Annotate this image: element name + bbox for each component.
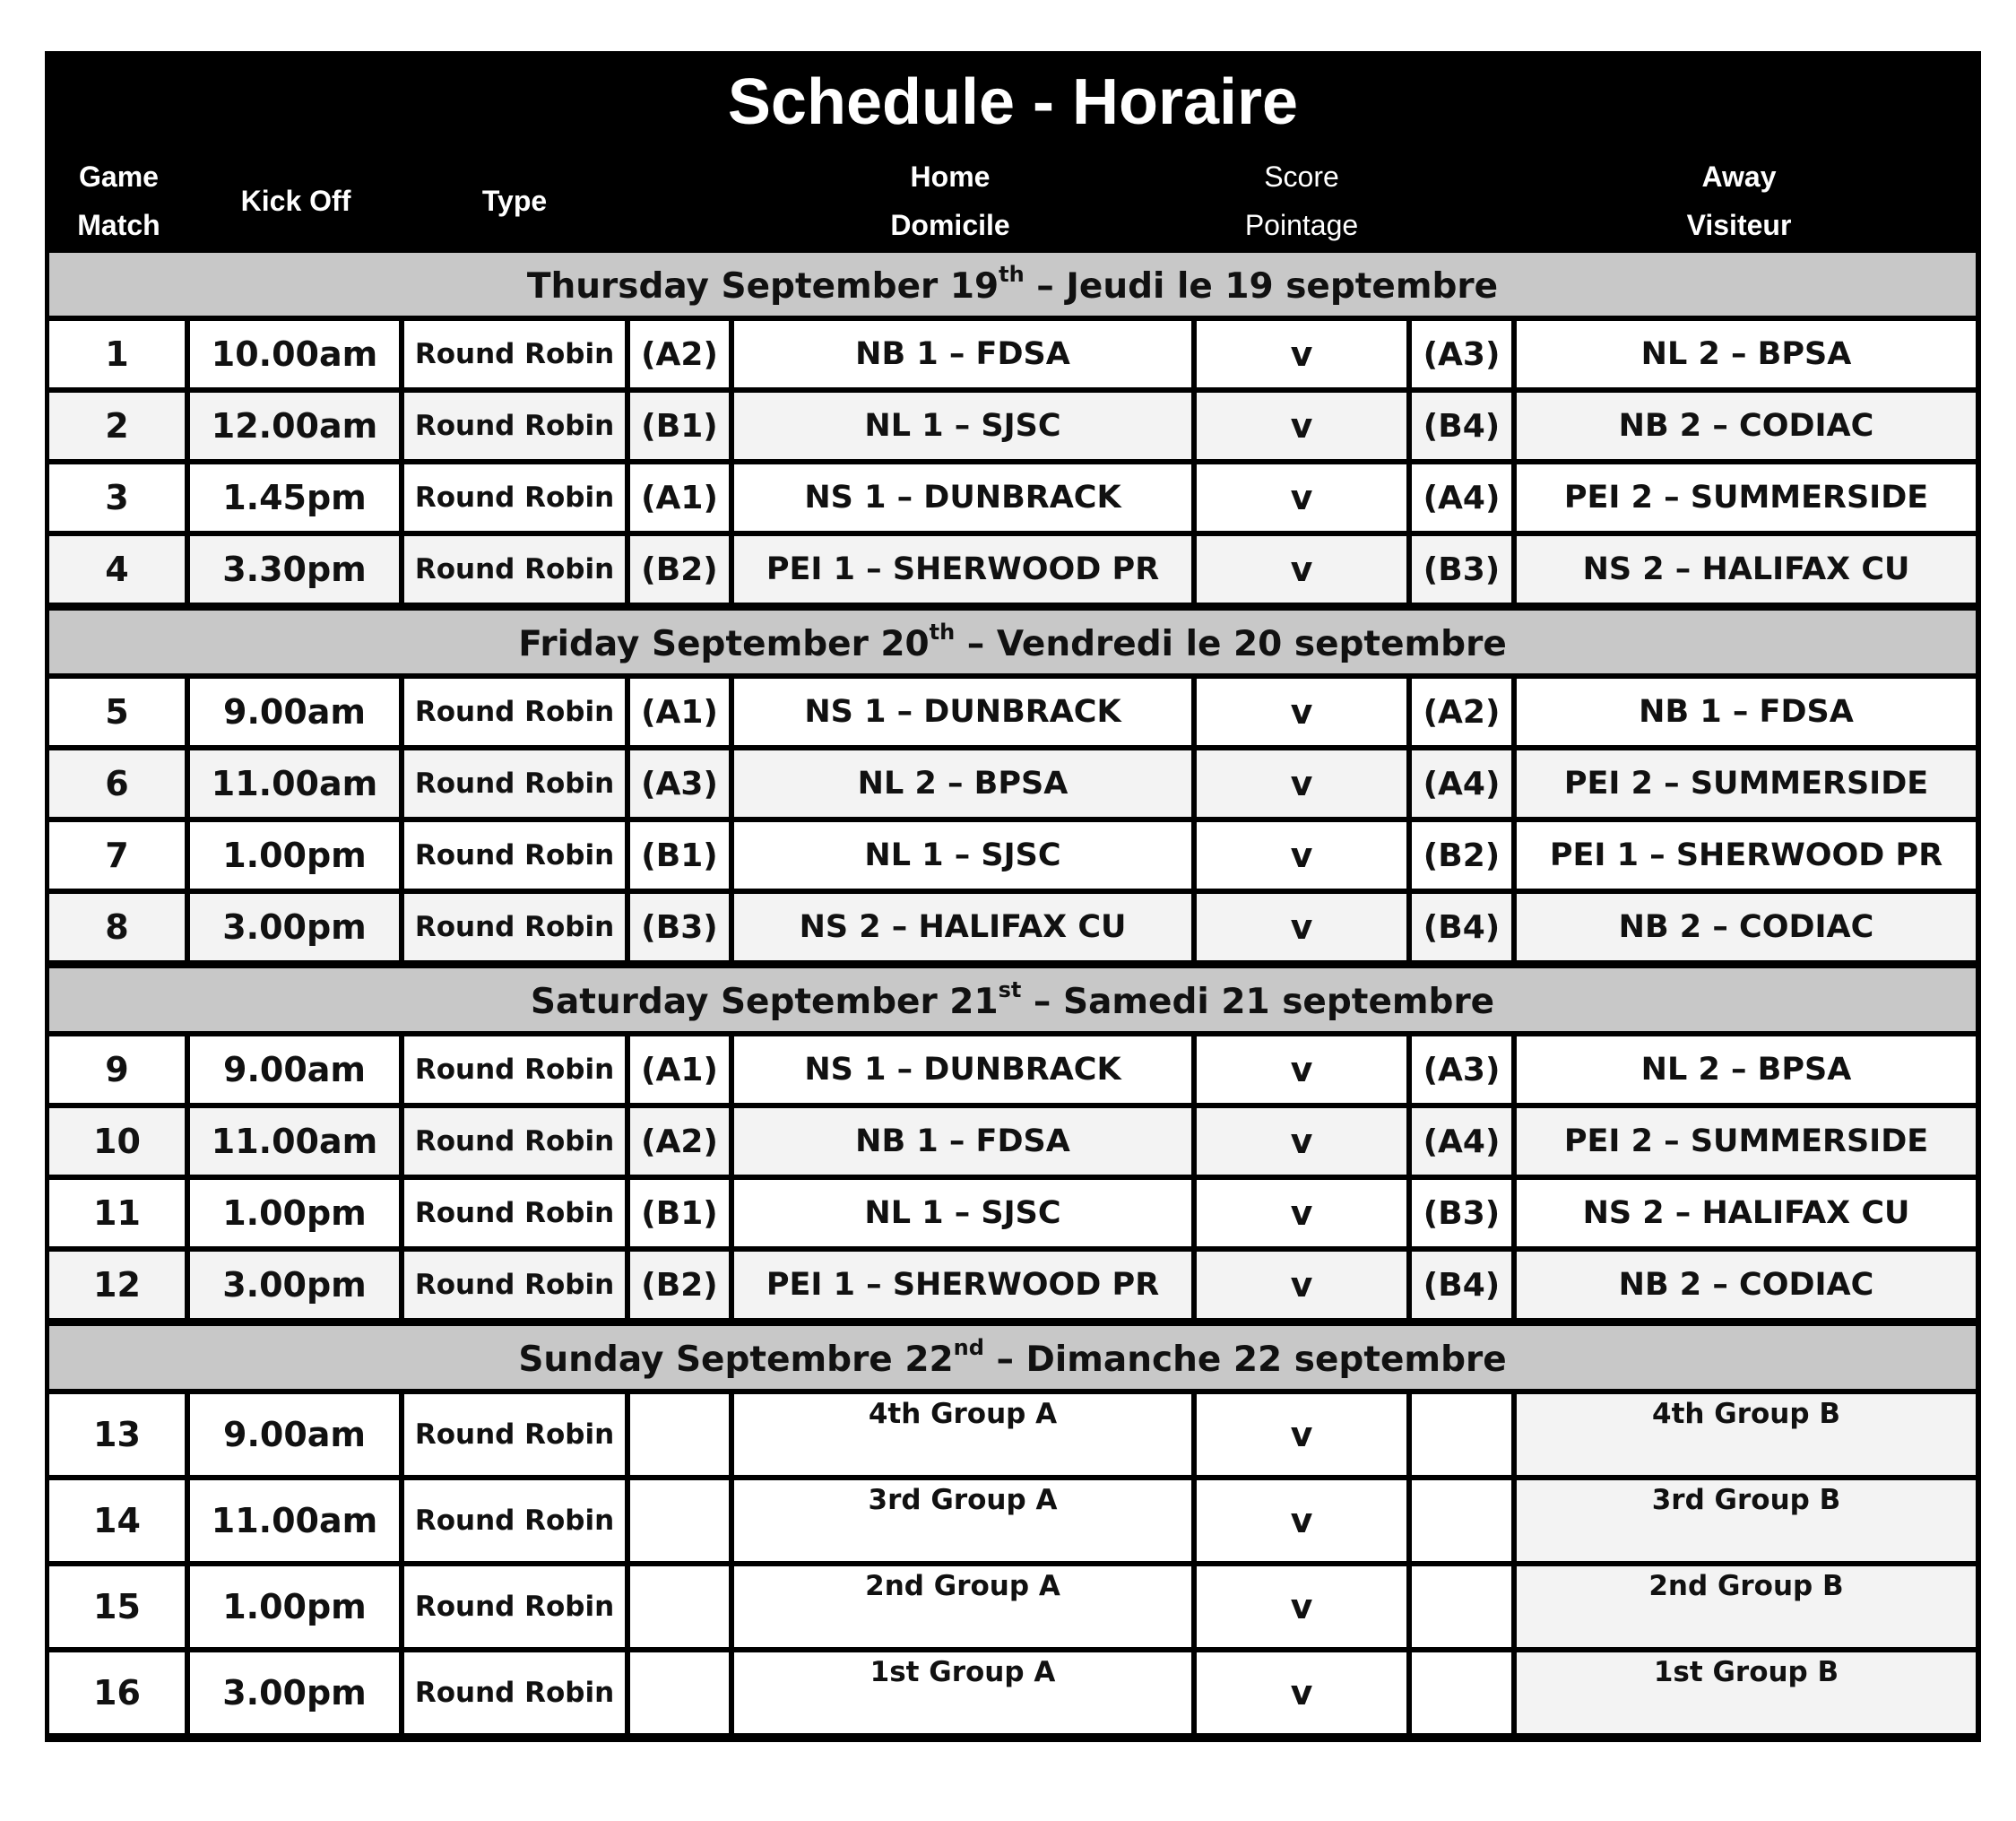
away-team-cell: NB 1 – FDSA (1517, 679, 1976, 745)
day-label: Thursday September 19 (526, 266, 999, 307)
game-number-cell: 9 (49, 1036, 185, 1103)
kickoff-cell: 11.00am (190, 1480, 399, 1561)
type-cell: Round Robin (404, 894, 625, 960)
home-code-cell: (B2) (630, 1252, 729, 1318)
game-number-cell: 10 (49, 1108, 185, 1175)
game-number-cell: 12 (49, 1252, 185, 1318)
header-game-fr: Match (77, 209, 160, 241)
score-cell: v (1197, 1036, 1406, 1103)
score-cell: v (1197, 679, 1406, 745)
game-number-cell: 2 (49, 393, 185, 459)
away-team-cell: 4th Group B (1517, 1394, 1976, 1475)
day-header (49, 968, 1976, 1031)
home-team-cell: NL 1 – SJSC (734, 1180, 1191, 1246)
away-code-cell: (A3) (1412, 1036, 1511, 1103)
score-cell: v (1197, 750, 1406, 817)
away-team-cell: NB 2 – CODIAC (1517, 393, 1976, 459)
day-label: Sunday Septembre 22 (518, 1340, 954, 1380)
day-label-french: – Vendredi le 20 septembre (955, 624, 1507, 664)
home-code-cell: (B1) (630, 1180, 729, 1246)
score-cell: v (1197, 1566, 1406, 1647)
day-ordinal-suffix: st (998, 977, 1022, 1002)
type-cell: Round Robin (404, 1252, 625, 1318)
away-code-cell: (B4) (1412, 1252, 1511, 1318)
game-number-cell: 4 (49, 536, 185, 603)
type-cell: Round Robin (404, 321, 625, 387)
kickoff-cell: 1.00pm (190, 1566, 399, 1647)
type-cell: Round Robin (404, 536, 625, 603)
home-team-cell: NB 1 – FDSA (734, 1108, 1191, 1175)
kickoff-cell: 9.00am (190, 1394, 399, 1475)
away-team-cell: 2nd Group B (1517, 1566, 1976, 1647)
home-code-cell: (B1) (630, 393, 729, 459)
type-cell: Round Robin (404, 679, 625, 745)
away-team-cell: 1st Group B (1517, 1652, 1976, 1733)
day-ordinal-suffix: th (929, 620, 956, 645)
away-team-cell: NL 2 – BPSA (1517, 1036, 1976, 1103)
header-type: Type (481, 185, 548, 217)
type-cell: Round Robin (404, 750, 625, 817)
score-cell: v (1197, 464, 1406, 531)
game-number-cell: 8 (49, 894, 185, 960)
away-code-cell: (A4) (1412, 1108, 1511, 1175)
day-label-french: – Jeudi le 19 septembre (1024, 266, 1499, 307)
kickoff-cell: 3.30pm (190, 536, 399, 603)
day-ordinal-suffix: th (999, 262, 1025, 287)
type-cell: Round Robin (404, 1480, 625, 1561)
day-label-french: – Dimanche 22 septembre (983, 1340, 1507, 1380)
game-number-cell: 7 (49, 822, 185, 889)
away-team-cell: NB 2 – CODIAC (1517, 894, 1976, 960)
page-title: Schedule - Horaire (727, 66, 1299, 138)
day-header (49, 1326, 1976, 1389)
away-team-cell: PEI 2 – SUMMERSIDE (1517, 1108, 1976, 1175)
type-cell: Round Robin (404, 1566, 625, 1647)
kickoff-cell: 1.45pm (190, 464, 399, 531)
away-team-cell: NB 2 – CODIAC (1517, 1252, 1976, 1318)
game-number-cell: 15 (49, 1566, 185, 1647)
away-code-cell: (A2) (1412, 679, 1511, 745)
header-home-fr: Domicile (890, 209, 1010, 241)
home-team-cell: NS 1 – DUNBRACK (734, 464, 1191, 531)
score-cell: v (1197, 536, 1406, 603)
score-cell: v (1197, 894, 1406, 960)
home-code-cell (630, 1480, 729, 1561)
type-cell: Round Robin (404, 393, 625, 459)
away-team-cell: PEI 1 – SHERWOOD PR (1517, 822, 1976, 889)
header-game-en: Game (79, 160, 159, 193)
kickoff-cell: 12.00am (190, 393, 399, 459)
home-team-cell: NS 2 – HALIFAX CU (734, 894, 1191, 960)
header-score-fr: Pointage (1244, 209, 1359, 241)
type-cell: Round Robin (404, 1652, 625, 1733)
away-code-cell: (B3) (1412, 1180, 1511, 1246)
home-team-cell: NS 1 – DUNBRACK (734, 1036, 1191, 1103)
home-team-cell: NL 1 – SJSC (734, 393, 1191, 459)
kickoff-cell: 3.00pm (190, 894, 399, 960)
home-team-cell: 4th Group A (734, 1394, 1191, 1475)
home-code-cell: (A1) (630, 464, 729, 531)
kickoff-cell: 10.00am (190, 321, 399, 387)
home-team-cell: NL 1 – SJSC (734, 822, 1191, 889)
home-team-cell: 2nd Group A (734, 1566, 1191, 1647)
header-away-en: Away (1701, 160, 1777, 193)
header-away-fr: Visiteur (1686, 209, 1792, 241)
type-cell: Round Robin (404, 464, 625, 531)
type-cell: Round Robin (404, 1108, 625, 1175)
game-number-cell: 13 (49, 1394, 185, 1475)
score-cell: v (1197, 321, 1406, 387)
away-team-cell: NS 2 – HALIFAX CU (1517, 1180, 1976, 1246)
home-code-cell: (A2) (630, 1108, 729, 1175)
game-number-cell: 11 (49, 1180, 185, 1246)
away-code-cell (1412, 1480, 1511, 1561)
game-number-cell: 1 (49, 321, 185, 387)
header-home-en: Home (910, 160, 991, 193)
away-code-cell: (A3) (1412, 321, 1511, 387)
score-cell: v (1197, 1180, 1406, 1246)
score-cell: v (1197, 1652, 1406, 1733)
away-code-cell: (B4) (1412, 393, 1511, 459)
game-number-cell: 14 (49, 1480, 185, 1561)
header-score-en: Score (1264, 160, 1339, 193)
type-cell: Round Robin (404, 1394, 625, 1475)
away-code-cell (1412, 1566, 1511, 1647)
away-team-cell: PEI 2 – SUMMERSIDE (1517, 464, 1976, 531)
score-cell: v (1197, 822, 1406, 889)
kickoff-cell: 11.00am (190, 750, 399, 817)
home-team-cell: NB 1 – FDSA (734, 321, 1191, 387)
score-cell: v (1197, 393, 1406, 459)
home-code-cell: (B2) (630, 536, 729, 603)
home-team-cell: NL 2 – BPSA (734, 750, 1191, 817)
kickoff-cell: 1.00pm (190, 822, 399, 889)
header-away (1515, 152, 1963, 249)
away-code-cell: (A4) (1412, 464, 1511, 531)
away-team-cell: 3rd Group B (1517, 1480, 1976, 1561)
day-label: Friday September 20 (518, 624, 930, 664)
home-code-cell: (B3) (630, 894, 729, 960)
away-code-cell (1412, 1652, 1511, 1733)
kickoff-cell: 3.00pm (190, 1252, 399, 1318)
score-cell: v (1197, 1480, 1406, 1561)
game-number-cell: 6 (49, 750, 185, 817)
home-code-cell (630, 1394, 729, 1475)
home-code-cell: (B1) (630, 822, 729, 889)
home-code-cell: (A2) (630, 321, 729, 387)
home-team-cell: PEI 1 – SHERWOOD PR (734, 1252, 1191, 1318)
home-team-cell: 3rd Group A (734, 1480, 1191, 1561)
away-team-cell: NS 2 – HALIFAX CU (1517, 536, 1976, 603)
table-header (45, 51, 1981, 250)
kickoff-cell: 9.00am (190, 1036, 399, 1103)
away-team-cell: PEI 2 – SUMMERSIDE (1517, 750, 1976, 817)
type-cell: Round Robin (404, 1180, 625, 1246)
home-code-cell: (A3) (630, 750, 729, 817)
game-number-cell: 16 (49, 1652, 185, 1733)
schedule-table (45, 51, 1981, 1742)
day-header (49, 253, 1976, 316)
day-label-french: – Samedi 21 septembre (1021, 982, 1495, 1022)
header-game (49, 152, 188, 249)
home-code-cell (630, 1566, 729, 1647)
header-home (726, 152, 1174, 249)
score-cell: v (1197, 1252, 1406, 1318)
kickoff-cell: 9.00am (190, 679, 399, 745)
home-team-cell: NS 1 – DUNBRACK (734, 679, 1191, 745)
score-cell: v (1197, 1108, 1406, 1175)
away-team-cell: NL 2 – BPSA (1517, 321, 1976, 387)
home-team-cell: PEI 1 – SHERWOOD PR (734, 536, 1191, 603)
kickoff-cell: 11.00am (190, 1108, 399, 1175)
away-code-cell: (B3) (1412, 536, 1511, 603)
away-code-cell: (A4) (1412, 750, 1511, 817)
header-kickoff: Kick Off (240, 185, 351, 217)
type-cell: Round Robin (404, 1036, 625, 1103)
score-cell: v (1197, 1394, 1406, 1475)
day-ordinal-suffix: nd (953, 1335, 984, 1360)
kickoff-cell: 1.00pm (190, 1180, 399, 1246)
away-code-cell: (B2) (1412, 822, 1511, 889)
game-number-cell: 5 (49, 679, 185, 745)
home-code-cell (630, 1652, 729, 1733)
day-label: Saturday September 21 (530, 982, 999, 1022)
header-score (1198, 152, 1406, 249)
home-code-cell: (A1) (630, 1036, 729, 1103)
home-code-cell: (A1) (630, 679, 729, 745)
type-cell: Round Robin (404, 822, 625, 889)
away-code-cell: (B4) (1412, 894, 1511, 960)
home-team-cell: 1st Group A (734, 1652, 1191, 1733)
away-code-cell (1412, 1394, 1511, 1475)
kickoff-cell: 3.00pm (190, 1652, 399, 1733)
game-number-cell: 3 (49, 464, 185, 531)
day-header (49, 611, 1976, 673)
